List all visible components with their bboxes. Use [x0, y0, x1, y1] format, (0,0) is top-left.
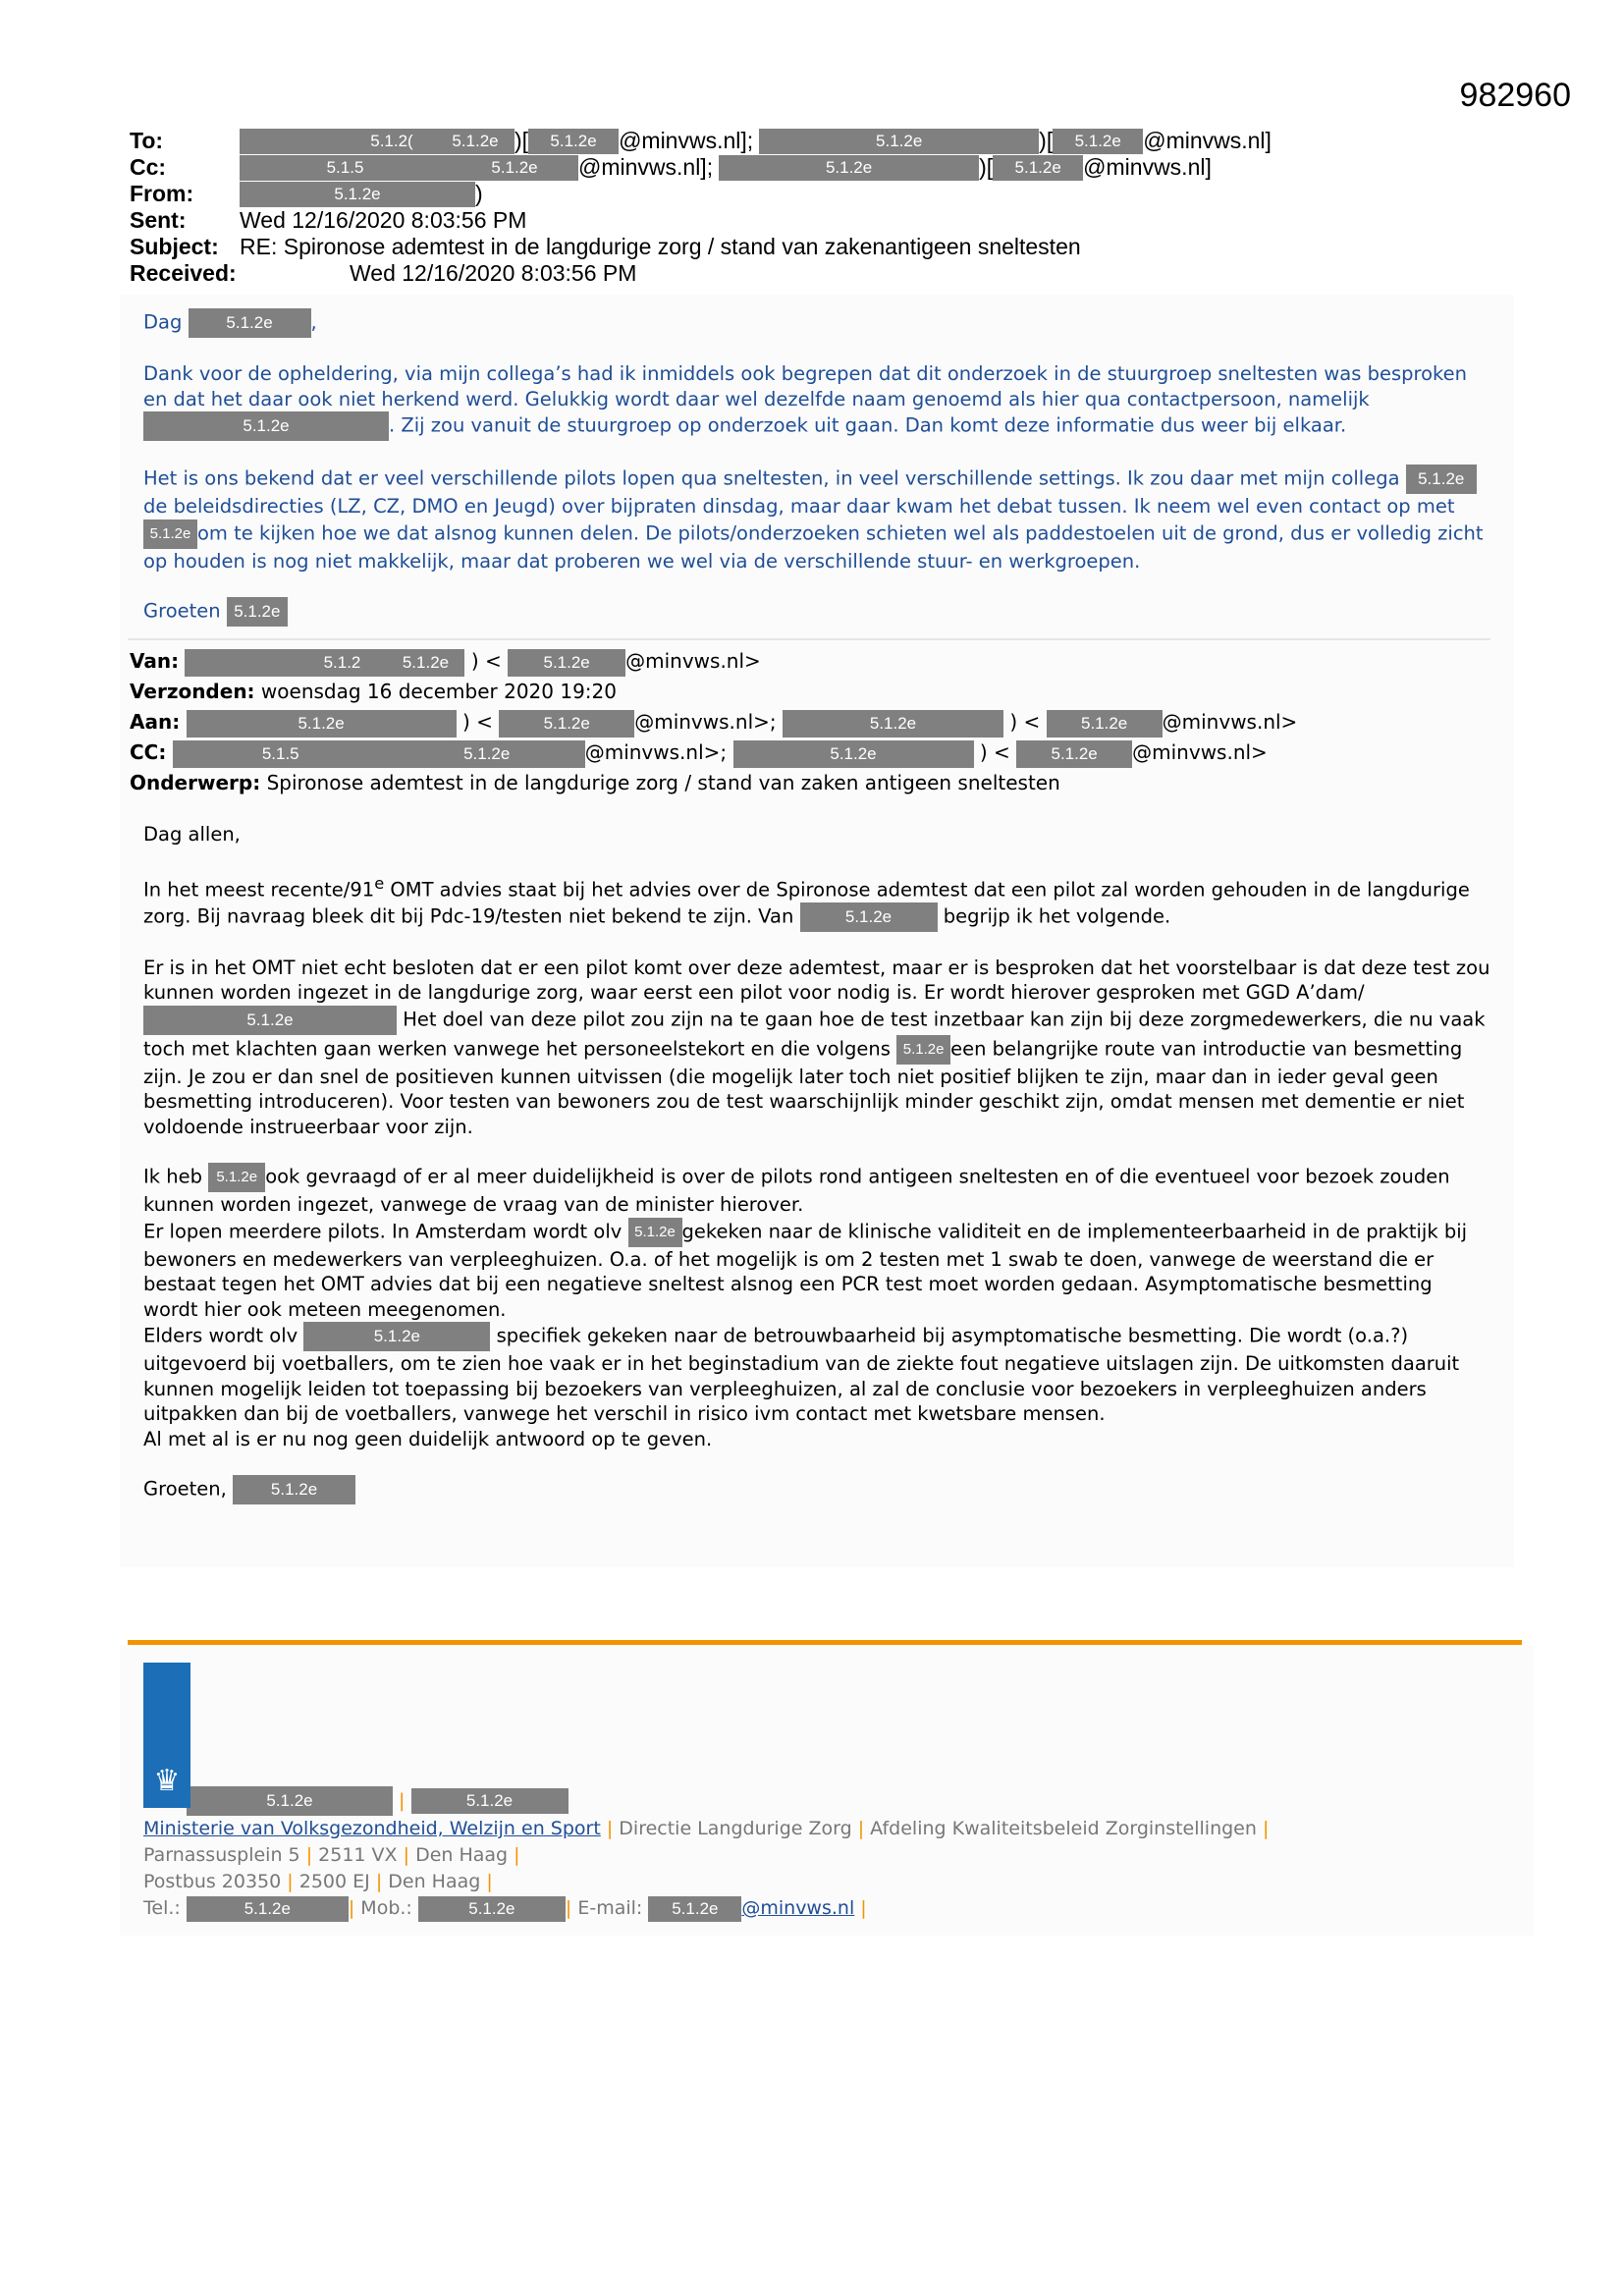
text: @minvws.nl>;	[634, 710, 777, 734]
original-message	[120, 822, 1514, 1504]
redaction: 5.1.2e	[187, 1786, 393, 1816]
text: E-mail:	[577, 1897, 643, 1919]
redaction: 5.1.2e	[187, 710, 457, 738]
redaction: 5.1.2e	[240, 182, 475, 207]
redaction: 5.1.2e	[499, 710, 634, 738]
redaction: 5.1.2e	[418, 1896, 566, 1922]
verzonden-label: Verzonden:	[130, 680, 255, 703]
pipe: |	[375, 1871, 383, 1892]
sig-postbus-row	[143, 1869, 1534, 1895]
redaction: 5.1.2e	[303, 1322, 490, 1351]
redaction: 5.1.2e	[896, 1035, 950, 1065]
pipe: |	[486, 1871, 493, 1892]
pipe: |	[348, 1897, 355, 1919]
text: Het doel van deze pilot zou zijn na te gaan hoe de test inzetbaar kan zijn bij deze zorgmedewerkers, die nu vaak toch met klachten gaan werken vanwege het personeelstekort en die volgens	[143, 1008, 1486, 1060]
text: ook gevraagd of er al meer duidelijkheid is over de pilots rond antigeen sneltesten en of die eventueel voor bezoek zouden kunnen worden ingezet, vanwege de vraag van de minister hierover.	[143, 1165, 1450, 1216]
sent-row	[130, 207, 1272, 234]
cc-row	[130, 738, 1504, 768]
superscript: e	[374, 873, 385, 893]
sig-ministry-row	[143, 1816, 1534, 1842]
aan-row	[130, 707, 1504, 738]
pipe: |	[305, 1844, 313, 1866]
email-body	[120, 295, 1514, 1567]
original-closing	[143, 1475, 1490, 1504]
received-value: Wed 12/16/2020 8:03:56 PM	[350, 260, 637, 286]
onderwerp-row	[130, 768, 1504, 798]
bracket-text: )[	[979, 154, 994, 180]
email-header	[130, 128, 1272, 287]
redaction: 5.1.2e	[1016, 740, 1132, 768]
original-paragraph-2	[143, 956, 1490, 1140]
text: gekeken naar de klinische validiteit en de implementeerbaarheid in de praktijk bij bewoners en medewerkers van verpleeghuizen. O.a. of het mogelijk is om 2 testen met 1 swab te doen, vanwege de weerstand die er bestaat tegen het OMT advies dat bij een negatieve sneltest alsnog een PCR test moet worden gedaan. Asymptomatische besmetting wordt hier ook meteen meegenomen.	[143, 1220, 1468, 1321]
onderwerp-value: Spironose ademtest in de langdurige zorg / stand van zaken antigeen sneltesten	[266, 771, 1060, 794]
redaction: 5.1.2e	[1053, 129, 1143, 154]
domain-text: @minvws.nl];	[619, 128, 754, 153]
redaction: 5.1.2e	[1047, 710, 1163, 738]
reply-paragraph-2	[143, 465, 1490, 574]
redaction: 5.1.2e	[227, 597, 288, 627]
domain-text: @minvws.nl];	[578, 154, 714, 180]
text: Mob.:	[360, 1897, 412, 1919]
redaction: 5.1.2e	[187, 1896, 349, 1922]
redaction: 5.1.5	[173, 740, 389, 768]
pipe: |	[860, 1897, 867, 1919]
redaction: 5.1.2e	[528, 129, 619, 154]
redaction: 5.1.2e	[451, 155, 578, 181]
directie-text: Directie Langdurige Zorg	[619, 1818, 852, 1839]
pipe: |	[1262, 1818, 1270, 1839]
pipe: |	[399, 1789, 406, 1812]
text: om te kijken hoe we dat alsnog kunnen delen. De pilots/onderzoeken schieten wel als paddestoelen uit de grond, dus er volledig zicht op houden is nog niet makkelijk, maar dat proberen we wel via de verschillende stuur- en werkgroepen.	[143, 521, 1484, 573]
received-label: Received:	[130, 260, 237, 286]
text: @minvws.nl>	[1162, 710, 1298, 734]
text: . Zij zou vanuit de stuurgroep op onderzoek uit gaan. Dan komt deze informatie dus weer bij elkaar.	[389, 413, 1347, 437]
redaction: 5.1.2e	[233, 1475, 355, 1504]
text: Al met al is er nu nog geen duidelijk antwoord op te geven.	[143, 1427, 713, 1450]
closing-text: Groeten,	[143, 1477, 227, 1501]
redaction: 5.1.2(	[348, 129, 436, 154]
received-row	[130, 260, 1272, 287]
redaction: 5.1.2e	[143, 411, 389, 441]
redaction: 5.1.2e	[1406, 465, 1477, 494]
pipe: |	[514, 1844, 520, 1866]
cc-label: CC:	[130, 740, 167, 764]
redaction: 5.1.5	[240, 155, 451, 181]
redaction: 5.1.2e	[759, 129, 1039, 154]
onderwerp-label: Onderwerp:	[130, 771, 261, 794]
text: @minvws.nl>	[625, 649, 761, 673]
redaction: 5.1.2e	[993, 155, 1083, 181]
redaction	[185, 649, 298, 677]
verzonden-row	[130, 677, 1504, 707]
afdeling-text: Afdeling Kwaliteitsbeleid Zorginstellingen	[870, 1818, 1257, 1839]
domain-end-text: @minvws.nl]	[1143, 128, 1272, 153]
van-label: Van:	[130, 649, 180, 673]
sent-value: Wed 12/16/2020 8:03:56 PM	[240, 207, 527, 233]
redaction	[240, 129, 348, 154]
text: ) <	[470, 649, 502, 673]
government-logo	[143, 1663, 190, 1808]
text: Ik heb	[143, 1165, 202, 1188]
redaction: 5.1.2e	[719, 155, 979, 181]
van-row	[130, 646, 1504, 677]
pipe: |	[606, 1818, 614, 1839]
text: de beleidsdirecties (LZ, CZ, DMO en Jeugd) over bijpraten dinsdag, maar daar kwam het debat tussen. Ik neem wel even contact op met	[143, 495, 1455, 518]
text: Parnassusplein 5	[143, 1844, 300, 1866]
text: @minvws.nl>;	[584, 740, 728, 764]
text: Er is in het OMT niet echt besloten dat er een pilot komt over deze ademtest, maar er is besproken dat het voorstelbaar is dat deze test zou kunnen worden ingezet in de langdurige zorg, waar eerst een pilot voor nodig is. Er wordt hierover gesproken met GGD A’dam/	[143, 956, 1490, 1004]
redaction: 5.1.2e	[648, 1896, 741, 1922]
redaction: 5.1.2e	[389, 740, 585, 768]
pipe: |	[857, 1818, 865, 1839]
bracket-text: )[	[514, 128, 529, 153]
text: Den Haag	[415, 1844, 509, 1866]
to-row	[130, 128, 1272, 154]
redaction: 5.1.2e	[783, 710, 1003, 738]
to-label: To:	[130, 128, 164, 153]
redaction: 5.1.2e	[733, 740, 974, 768]
separator	[128, 638, 1490, 640]
redaction: 5.1.2e	[208, 1163, 265, 1192]
signature	[120, 1645, 1534, 1936]
from-row	[130, 181, 1272, 207]
ministry-link[interactable]: Ministerie van Volksgezondheid, Welzijn en Sport	[143, 1818, 601, 1839]
text: ) <	[979, 740, 1010, 764]
text: Het is ons bekend dat er veel verschillende pilots lopen qua sneltesten, in veel verschillende settings. Ik zou daar met mijn collega	[143, 466, 1400, 490]
text: 2511 VX	[318, 1844, 398, 1866]
redaction: 5.1.2e	[143, 1006, 397, 1035]
redaction: 5.1.2e	[628, 1218, 682, 1247]
text: Elders wordt olv	[143, 1324, 298, 1347]
redaction: 5.1.2e	[411, 1788, 568, 1814]
domain-end-text: @minvws.nl]	[1083, 154, 1212, 180]
paren-text: )	[475, 181, 483, 206]
redaction: 5.1.2e	[189, 308, 311, 338]
reply-greeting: Dag 5.1.2e ,	[143, 308, 1490, 338]
original-paragraph-3	[143, 1163, 1490, 1451]
text: Dank voor de opheldering, via mijn collega’s had ik inmiddels ook begrepen dat dit onderzoek in de stuurgroep sneltesten was besproken en dat het daar ook niet herkend werd. Gelukkig wordt daar wel dezelfde naam genoemd als hier qua contactpersoon, namelijk	[143, 362, 1467, 410]
greeting-text: Dag	[143, 310, 183, 334]
text: @minvws.nl>	[1132, 740, 1268, 764]
text: specifiek gekeken naar de betrouwbaarheid bij asymptomatische besmetting. Die wordt (o.a.?) uitgevoerd bij voetballers, om te zien hoe vaak er in het beginstadium van de ziekte fout negatieve uitslagen zijn. De uitkomsten daaruit kunnen mogelijk leiden tot toepassing bij bezoekers van verpleeghuizen, al zal de conclusie voor bezoekers in verpleeghuizen anders uitpakken dan bij de voetballers, vanwege het verschil in risico ivm contact met kwetsbare mensen.	[143, 1324, 1460, 1425]
text: Er lopen meerdere pilots. In Amsterdam wordt olv	[143, 1220, 623, 1242]
redaction: 5.1.2e	[143, 519, 197, 549]
sent-label: Sent:	[130, 207, 187, 233]
verzonden-value: woensdag 16 december 2020 19:20	[260, 680, 617, 703]
text: begrijp ik het volgende.	[943, 904, 1171, 927]
redaction: 5.1.2	[298, 649, 386, 677]
redaction: 5.1.2e	[508, 649, 625, 677]
subject-row	[130, 234, 1272, 260]
sig-contact-row	[143, 1895, 1534, 1922]
sig-address-row	[143, 1842, 1534, 1869]
subject-label: Subject:	[130, 234, 219, 259]
text: ) <	[1009, 710, 1041, 734]
reply-closing	[143, 597, 1490, 627]
pipe: |	[403, 1844, 410, 1866]
original-greeting: Dag allen,	[143, 823, 241, 846]
aan-label: Aan:	[130, 710, 181, 734]
signature-block	[120, 1611, 1534, 1936]
closing-text: Groeten	[143, 599, 221, 623]
text: In het meest recente/91	[143, 878, 375, 901]
text: Den Haag	[388, 1871, 481, 1892]
cc-label: Cc:	[130, 154, 167, 180]
from-label: From:	[130, 181, 194, 206]
pipe: |	[565, 1897, 572, 1919]
redaction: 5.1.2e	[436, 129, 514, 154]
redaction: 5.1.2e	[800, 902, 938, 932]
text: 2500 EJ	[298, 1871, 370, 1892]
reply-paragraph-1	[143, 361, 1490, 441]
document-number: 982960	[1459, 77, 1571, 114]
forward-header	[120, 646, 1514, 798]
text: Tel.:	[143, 1897, 181, 1919]
redaction: 5.1.2e	[386, 649, 464, 677]
reply-message	[120, 308, 1514, 627]
subject-value: RE: Spironose ademtest in de langdurige zorg / stand van zakenantigeen sneltesten	[240, 234, 1081, 259]
original-paragraph-1	[143, 871, 1490, 932]
email-link[interactable]: @minvws.nl	[741, 1897, 855, 1919]
text: ) <	[461, 710, 493, 734]
pipe: |	[287, 1871, 294, 1892]
cc-row	[130, 154, 1272, 181]
crest-icon: ♛	[153, 1764, 181, 1798]
bracket-text: )[	[1039, 128, 1054, 153]
sig-name-row	[187, 1786, 1534, 1816]
text: een belangrijke route van introductie van besmetting zijn. Je zou er dan snel de positieven kunnen uitvissen (die mogelijk later toch niet positief blijken te zijn, maar dan in ieder geval geen besmetting introduceren). Voor testen van bewoners zou de test waarschijnlijk minder geschikt zijn, omdat mensen met dementie er niet voldoende instrueerbaar voor zijn.	[143, 1037, 1465, 1138]
text: OMT advies staat bij het advies over de Spironose ademtest dat een pilot zal worden gehouden in de langdurige zorg. Bij navraag bleek dit bij Pdc-19/testen niet bekend te zijn. Van	[143, 878, 1470, 927]
text: Postbus 20350	[143, 1871, 282, 1892]
